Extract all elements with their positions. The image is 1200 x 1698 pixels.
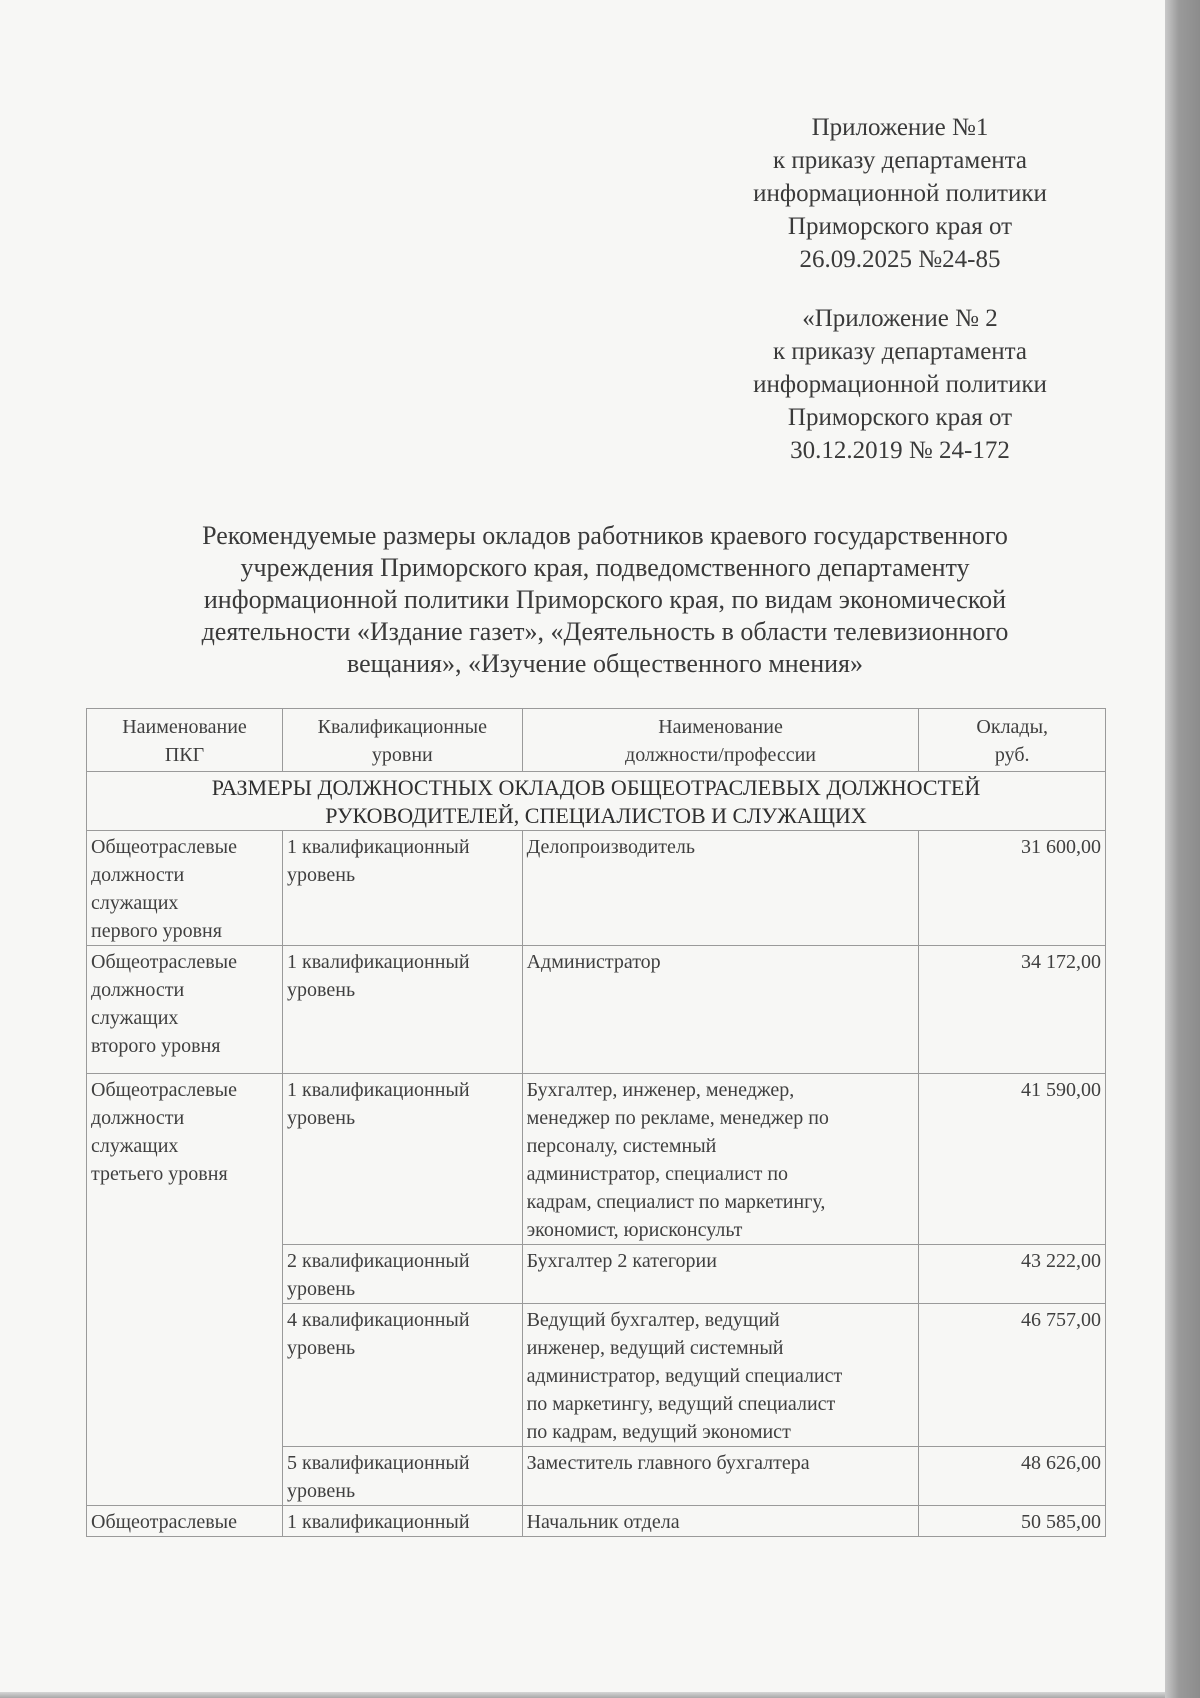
level-cell: 1 квалификационный уровень — [283, 946, 523, 1074]
table-row — [87, 831, 1106, 946]
header-pkg: Наименование ПКГ — [87, 709, 283, 772]
scan-edge-shadow — [1165, 0, 1200, 1698]
scan-bottom-edge — [0, 1692, 1165, 1698]
section-title: РАЗМЕРЫ ДОЛЖНОСТНЫХ ОКЛАДОВ ОБЩЕОТРАСЛЕВЫХ ДОЛЖНОСТЕЙ РУКОВОДИТЕЛЕЙ, СПЕЦИАЛИСТОВ И СЛУЖАЩИХ — [87, 772, 1106, 831]
position-cell: Делопроизводитель — [522, 831, 919, 946]
title-line: Рекомендуемые размеры окладов работников краевого государственного — [202, 521, 1008, 550]
section-row — [87, 772, 1106, 831]
header-level: Квалификационные уровни — [283, 709, 523, 772]
level-cell: 2 квалификационный уровень — [283, 1245, 523, 1304]
level-cell: 4 квалификационный уровень — [283, 1304, 523, 1447]
salary-cell: 41 590,00 — [919, 1074, 1106, 1245]
title-line: вещания», «Изучение общественного мнения» — [346, 649, 864, 678]
level-cell: 5 квалификационный уровень — [283, 1447, 523, 1506]
appendix-2-line: информационной политики — [753, 371, 1047, 398]
header-salary: Оклады, руб. — [919, 709, 1106, 772]
appendix-1-header — [690, 111, 1110, 276]
pkg-cell: Общеотраслевые должности служащих третьего уровня — [87, 1074, 283, 1506]
appendix-2-line: «Приложение № 2 — [802, 305, 998, 332]
level-cell: 1 квалификационный уровень — [283, 1074, 523, 1245]
appendix-2-header — [690, 302, 1110, 467]
position-cell: Бухгалтер, инженер, менеджер, менеджер по рекламе, менеджер по персоналу, системный администратор, специалист по кадрам, специалист по маркетингу, экономист, юрисконсульт — [522, 1074, 919, 1245]
level-cell: 1 квалификационный уровень — [283, 831, 523, 946]
pkg-cell: Общеотраслевые должности служащих второго уровня — [87, 946, 283, 1074]
appendix-1-line: к приказу департамента — [772, 147, 1028, 174]
pkg-cell: Общеотраслевые — [87, 1506, 283, 1537]
pkg-cell: Общеотраслевые должности служащих первого уровня — [87, 831, 283, 946]
position-cell: Начальник отдела — [522, 1506, 919, 1537]
salary-cell: 34 172,00 — [919, 946, 1106, 1074]
appendix-1-line: Приморского края от — [787, 213, 1013, 240]
position-cell: Администратор — [522, 946, 919, 1074]
appendix-2-line: Приморского края от — [787, 404, 1013, 431]
salary-cell: 31 600,00 — [919, 831, 1106, 946]
table-header-row — [87, 709, 1106, 772]
appendix-2-line: к приказу департамента — [772, 338, 1028, 365]
appendix-1-line: Приложение №1 — [811, 114, 989, 141]
position-cell: Бухгалтер 2 категории — [522, 1245, 919, 1304]
title-line: учреждения Приморского края, подведомственного департаменту — [240, 553, 970, 582]
table-row — [87, 1506, 1106, 1537]
salary-cell: 48 626,00 — [919, 1447, 1106, 1506]
salary-cell: 43 222,00 — [919, 1245, 1106, 1304]
table-row — [87, 1074, 1106, 1245]
salary-cell: 46 757,00 — [919, 1304, 1106, 1447]
appendix-1-line: информационной политики — [753, 180, 1047, 207]
salary-cell: 50 585,00 — [919, 1506, 1106, 1537]
title-line: информационной политики Приморского края, по видам экономической — [203, 585, 1007, 614]
salary-table — [86, 708, 1106, 1537]
document-title — [140, 520, 1070, 680]
header-position: Наименование должности/профессии — [522, 709, 919, 772]
appendix-1-line: 26.09.2025 №24-85 — [799, 246, 1001, 273]
position-cell: Ведущий бухгалтер, ведущий инженер, ведущий системный администратор, ведущий специалист по маркетингу, ведущий специалист по кадрам, ведущий экономист — [522, 1304, 919, 1447]
table-row — [87, 946, 1106, 1074]
level-cell: 1 квалификационный — [283, 1506, 523, 1537]
title-line: деятельности «Издание газет», «Деятельность в области телевизионного — [201, 617, 1009, 646]
appendix-2-line: 30.12.2019 № 24-172 — [790, 437, 1010, 464]
position-cell: Заместитель главного бухгалтера — [522, 1447, 919, 1506]
